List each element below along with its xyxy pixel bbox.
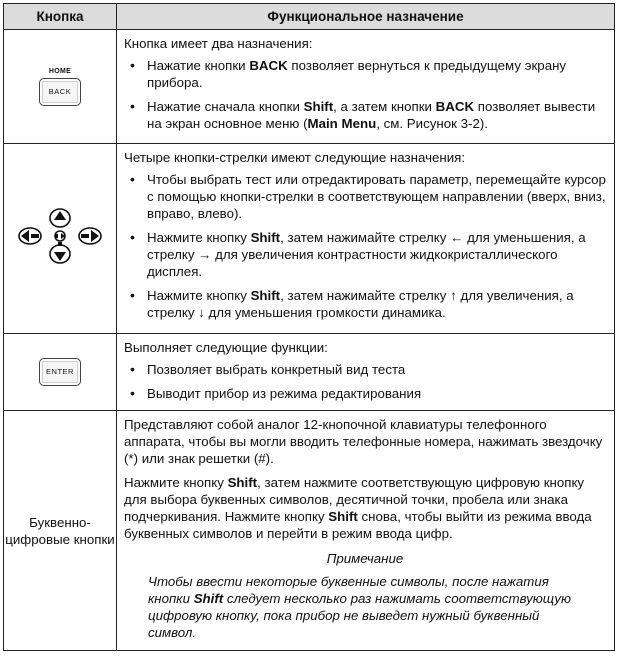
- table-header-row: [4, 4, 615, 30]
- back-description-cell: [117, 30, 615, 144]
- alphanumeric-description-cell: [117, 411, 615, 651]
- arrow-keys-icon: [17, 204, 103, 268]
- list-item: [124, 229, 606, 280]
- header-function-column: Функциональное назначение: [117, 4, 615, 30]
- back-intro: Кнопка имеет два назначения:: [124, 36, 313, 51]
- enter-bullet-1: Позволяет выбрать конкретный вид теста: [147, 362, 406, 377]
- table-row-back: [4, 30, 615, 144]
- list-item: [124, 361, 606, 378]
- back-bullet-1: Нажатие кнопки BACK позволяет вернуться к предыдущему экрану прибора.: [147, 58, 567, 90]
- button-function-table: [3, 3, 615, 651]
- back-key: BACK: [39, 78, 81, 106]
- enter-description-cell: [117, 334, 615, 411]
- list-item: [124, 57, 606, 91]
- list-item: [124, 287, 606, 321]
- arrows-description-cell: [117, 144, 615, 334]
- enter-key-icon: ENTER: [39, 358, 81, 386]
- arrows-bullet-1: Чтобы выбрать тест или отредактировать параметр, перемещайте курсор с помощью кнопки-стрелки в соответствующем направлении (вверх, вниз, вправо, влево).: [147, 172, 606, 221]
- list-item: [124, 385, 606, 402]
- back-bullet-2: Нажатие сначала кнопки Shift, а затем кнопки BACK позволяет вывести на экран основное меню (Main Menu, см. Рисунок 3-2).: [147, 99, 596, 131]
- enter-bullet-list: [124, 361, 606, 402]
- list-item: [124, 98, 606, 132]
- alphanumeric-keys-cell: [4, 411, 117, 651]
- function-table-frame: [3, 3, 615, 651]
- note-title: Примечание: [326, 551, 404, 566]
- alphanumeric-para-1: Представляют собой аналог 12-кнопочной клавиатуры телефонного аппарата, чтобы вы могли вводить телефонные номера, нажимать звездочку (*) или знак решетки (#).: [124, 417, 603, 466]
- table-row-enter: [4, 334, 615, 411]
- enter-intro: Выполняет следующие функции:: [124, 340, 328, 355]
- back-bullet-list: [124, 57, 606, 132]
- enter-bullet-2: Выводит прибор из режима редактирования: [147, 386, 422, 401]
- arrow-keys-cell: [4, 144, 117, 334]
- back-key-cell: [4, 30, 117, 144]
- arrows-intro: Четыре кнопки-стрелки имеют следующие назначения:: [124, 150, 466, 165]
- list-item: [124, 171, 606, 222]
- alphanumeric-para-2: Нажмите кнопку Shift, затем нажмите соответствующую цифровую кнопку для выбора буквенных символов, десятичной точки, пробела или знака подчеркивания. Нажмите кнопку Shift снова, чтобы выйти из режима ввода буквенных символов и перейти в режим ввода цифр.: [124, 475, 592, 541]
- table-row-alphanumeric: [4, 411, 615, 651]
- table-row-arrows: [4, 144, 615, 334]
- header-button-column: Кнопка: [4, 4, 117, 30]
- enter-key-cell: [4, 334, 117, 411]
- home-key-label: HOME: [48, 67, 72, 75]
- alphanumeric-keys-label: Буквенно-цифровые кнопки: [5, 514, 115, 547]
- arrows-bullet-list: [124, 171, 606, 321]
- arrows-bullet-2: Нажмите кнопку Shift, затем нажимайте стрелку ← для уменьшения, а стрелку → для увеличения контрастности жидкокристаллического дисплея.: [147, 230, 586, 279]
- arrows-bullet-3: Нажмите кнопку Shift, затем нажимайте стрелку ↑ для увеличения, а стрелку ↓ для уменьшения громкости динамика.: [147, 288, 574, 320]
- note-body: Чтобы ввести некоторые буквенные символы, после нажатия кнопки Shift следует несколько раз нажимать соответствующую цифровую кнопку, пока прибор не выведет нужный буквенный символ.: [148, 574, 572, 640]
- back-key-icon: [4, 68, 116, 106]
